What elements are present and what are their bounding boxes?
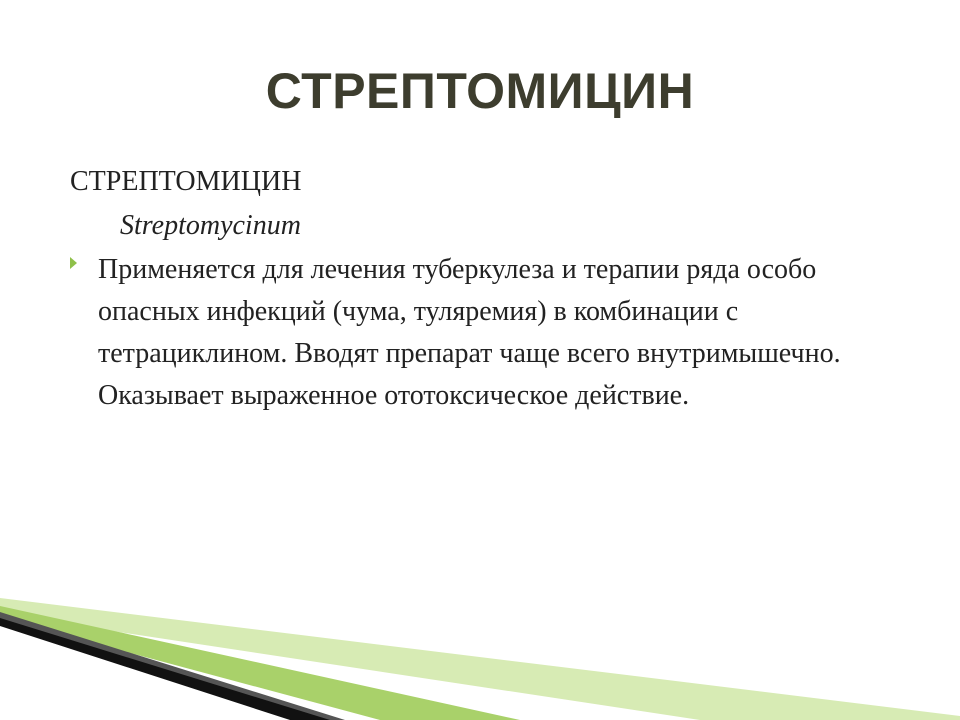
slide-title: СТРЕПТОМИЦИН <box>265 63 695 119</box>
bullet-arrow-icon <box>70 257 77 269</box>
drug-name: СТРЕПТОМИЦИН <box>70 166 302 197</box>
slide-content <box>70 160 910 417</box>
latin-name: Streptomycinum <box>120 210 301 241</box>
bullet-text: Применяется для лечения туберкулеза и терапии ряда особо опасных инфекций (чума, туляремия) в комбинации с тетрациклином. Вводят препарат чаще всего внутримышечно. Оказывает выраженное ототоксическое действие. <box>98 254 841 411</box>
bullet-item <box>70 249 910 417</box>
